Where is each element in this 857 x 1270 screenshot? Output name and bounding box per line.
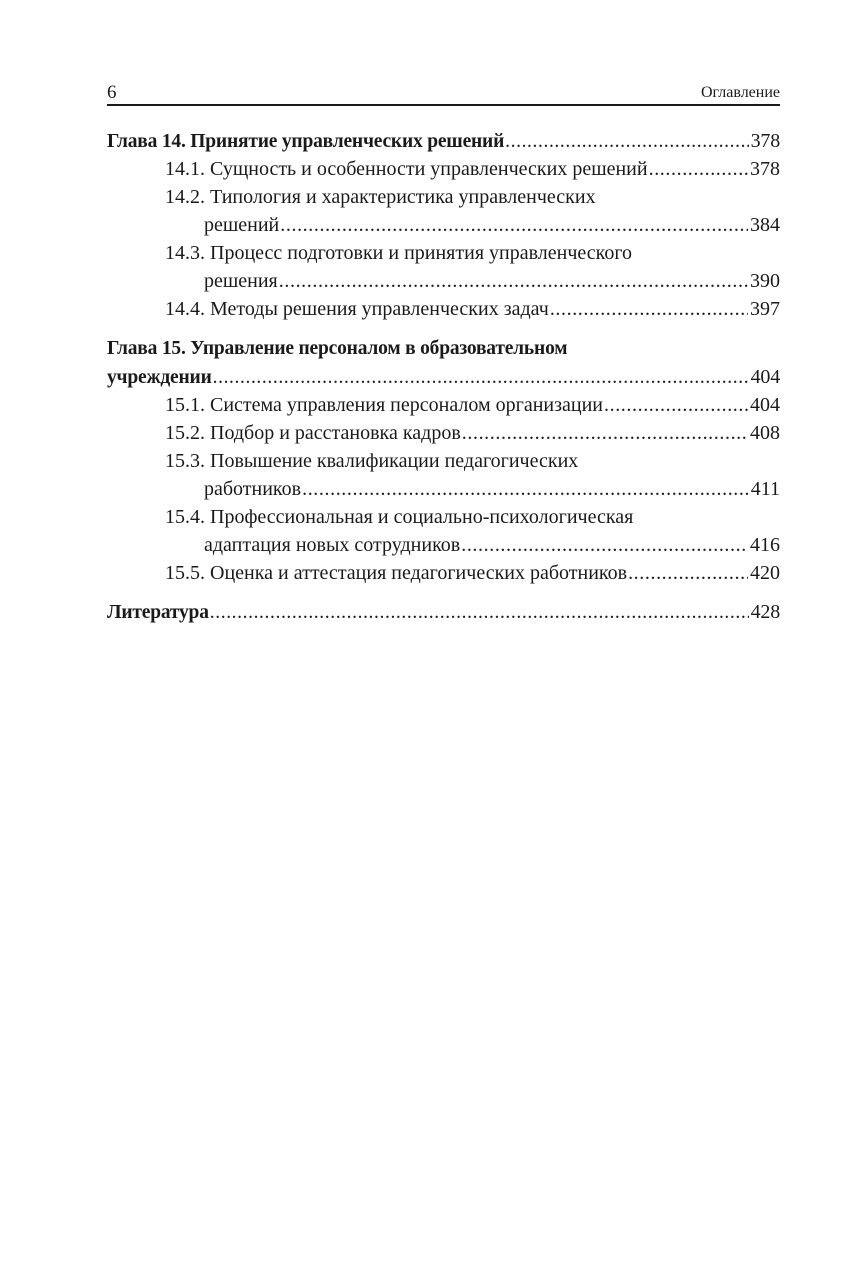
toc-section-15-4-cont[interactable]: [107, 531, 780, 559]
toc-section-title: 14.2. Типология и характеристика управленческих: [165, 186, 596, 208]
toc-section-title: 14.4. Методы решения управленческих задач: [165, 298, 549, 320]
toc-section-14-1[interactable]: [107, 155, 780, 183]
toc-chapter-title: Глава 14. Принятие управленческих решений: [107, 131, 505, 152]
toc-section-title: 15.4. Профессиональная и социально-психологическая: [165, 506, 634, 528]
toc-section-14-4[interactable]: [107, 295, 780, 323]
running-title: Оглавление: [700, 84, 780, 101]
toc-section-15-3[interactable]: [107, 447, 780, 475]
dot-leader: [302, 475, 749, 503]
toc-section-title: 15.3. Повышение квалификации педагогических: [165, 450, 579, 472]
dot-leader: [213, 364, 749, 392]
dot-leader: [280, 211, 748, 239]
dot-leader: [628, 559, 748, 587]
dot-leader: [461, 531, 748, 559]
toc-page-number: 397: [750, 298, 780, 320]
dot-leader: [505, 128, 748, 156]
toc-literature[interactable]: [107, 598, 780, 626]
toc-section-title: 15.1. Система управления персоналом организации: [165, 394, 603, 416]
dot-leader: [550, 295, 748, 323]
dot-leader: [462, 419, 748, 447]
toc-section-title: 14.1. Сущность и особенности управленческих решений: [165, 158, 648, 180]
toc-section-14-3-cont[interactable]: [107, 267, 780, 295]
toc-section-15-5[interactable]: [107, 559, 780, 587]
toc-section-15-2[interactable]: [107, 419, 780, 447]
toc-section-title: 14.3. Процесс подготовки и принятия управленческого: [165, 242, 633, 264]
toc-page-number: 378: [750, 130, 780, 152]
table-of-contents: [107, 127, 780, 626]
toc-page-number: 428: [750, 601, 780, 623]
toc-page-number: 404: [750, 366, 780, 388]
toc-section-14-2[interactable]: [107, 183, 780, 211]
spacer: [107, 587, 780, 598]
toc-chapter-15[interactable]: [107, 335, 780, 363]
toc-page-number: 384: [750, 214, 780, 236]
toc-section-title-cont: решений: [204, 214, 280, 236]
toc-section-title-cont: адаптация новых сотрудников: [204, 534, 461, 556]
toc-section-15-1[interactable]: [107, 391, 780, 419]
dot-leader: [649, 155, 748, 183]
spacer: [107, 323, 780, 335]
toc-page-number: 420: [750, 562, 780, 584]
toc-section-title: 15.2. Подбор и расстановка кадров: [165, 422, 461, 444]
toc-page-number: 390: [750, 270, 780, 292]
toc-chapter-15-cont[interactable]: [107, 363, 780, 391]
toc-chapter-14[interactable]: [107, 127, 780, 155]
toc-page-number: 411: [750, 478, 780, 500]
dot-leader: [279, 267, 748, 295]
toc-page-number: 416: [750, 534, 780, 556]
page-number: 6: [107, 82, 117, 103]
toc-chapter-title: Глава 15. Управление персоналом в образовательном: [107, 338, 568, 359]
toc-section-title-cont: работников: [204, 478, 302, 500]
toc-section-14-3[interactable]: [107, 239, 780, 267]
running-head: [107, 80, 780, 106]
toc-chapter-title: Литература: [107, 602, 209, 623]
toc-chapter-title-cont: учреждении: [107, 367, 212, 388]
dot-leader: [210, 599, 749, 627]
toc-section-15-4[interactable]: [107, 503, 780, 531]
toc-section-14-2-cont[interactable]: [107, 211, 780, 239]
toc-section-title: 15.5. Оценка и аттестация педагогических работников: [165, 562, 628, 584]
dot-leader: [604, 391, 748, 419]
toc-page-number: 408: [750, 422, 780, 444]
toc-page-number: 404: [750, 394, 780, 416]
toc-section-title-cont: решения: [204, 270, 278, 292]
toc-section-15-3-cont[interactable]: [107, 475, 780, 503]
toc-page-number: 378: [750, 158, 780, 180]
